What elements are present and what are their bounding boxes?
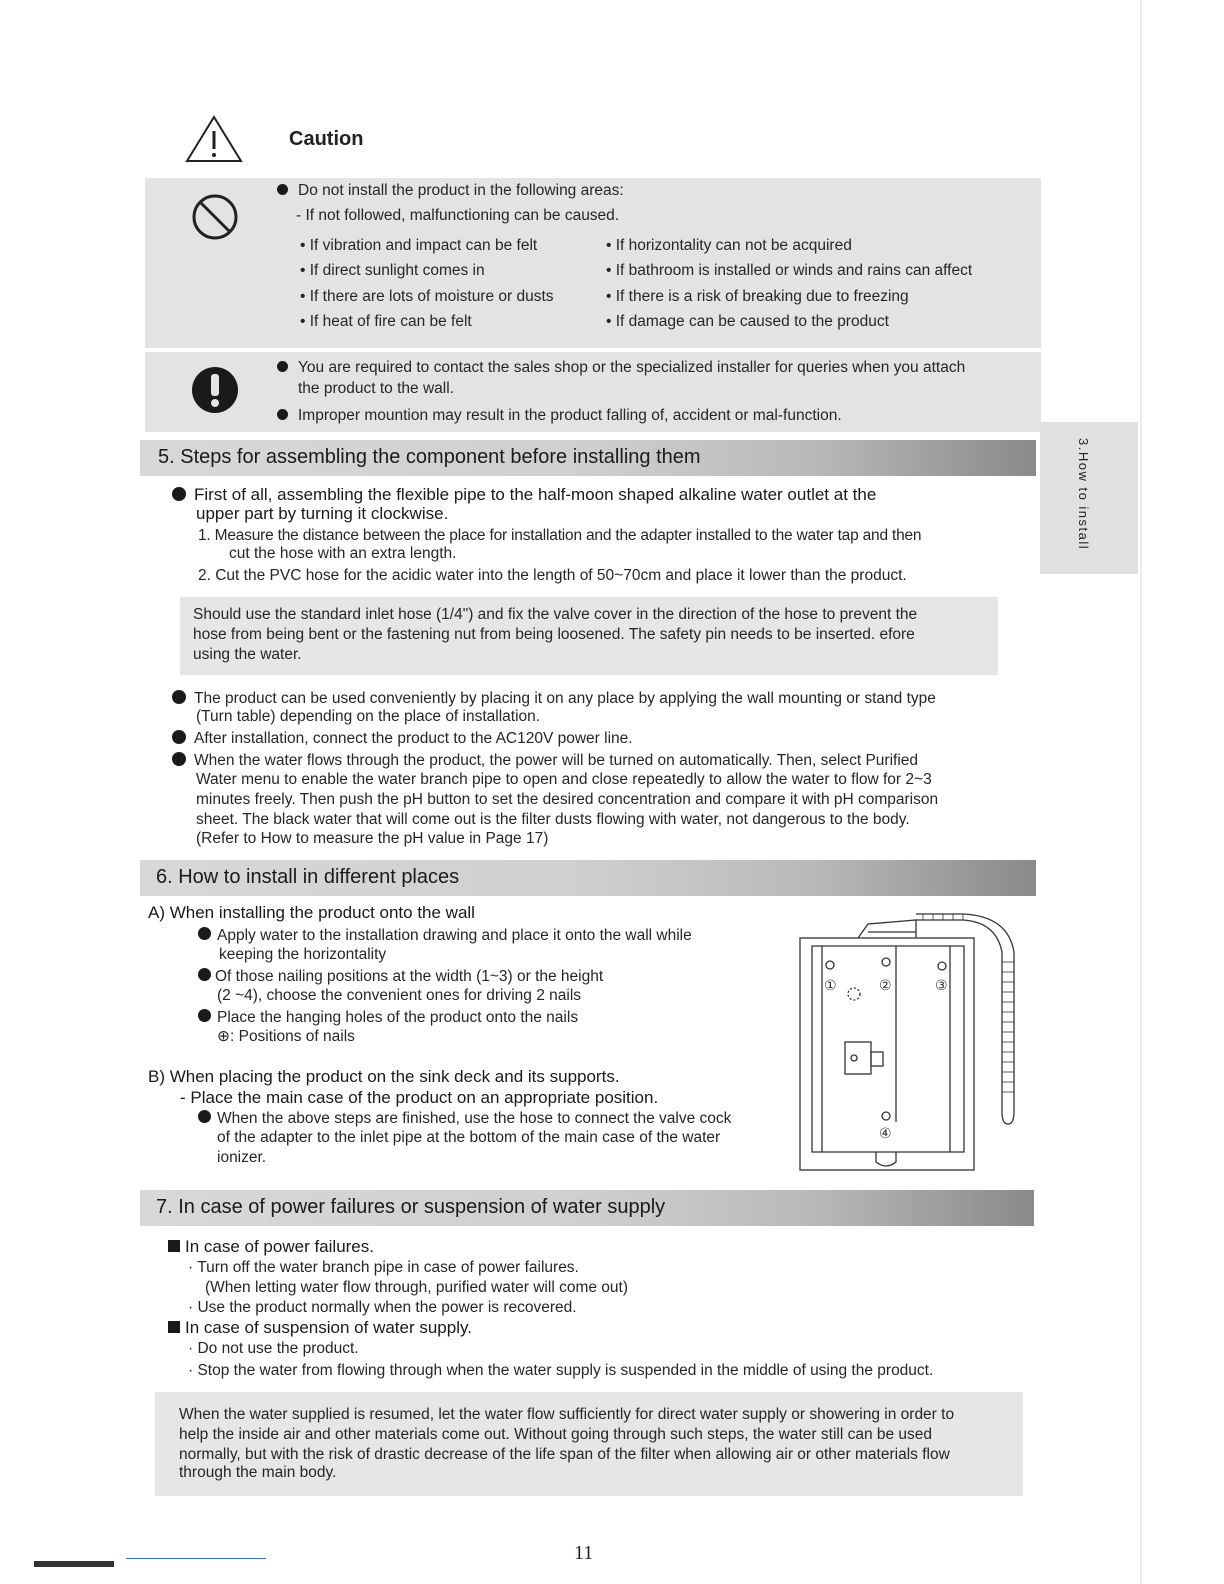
section-7-power-item: · Use the product normally when the power is recovered. (188, 1299, 577, 1316)
section-6-b-sub: - Place the main case of the product on an appropriate position. (180, 1088, 659, 1107)
scan-edge-mark (34, 1561, 114, 1567)
prohibition-icon (190, 192, 240, 242)
section-6-a-title: A) When installing the product onto the wall (148, 903, 475, 922)
section-6-b-item-1-cont: of the adapter to the inlet pipe at the bottom of the main case of the water (217, 1129, 721, 1146)
prohibited-item: • If there is a risk of breaking due to freezing (606, 288, 909, 305)
section-5-step-2: 2. Cut the PVC hose for the acidic water into the length of 50~70cm and place it lower than the product. (198, 567, 907, 584)
section-6-a-item-2-cont: (2 ~4), choose the convenient ones for driving 2 nails (217, 987, 582, 1004)
section-7-note-line: help the inside air and other materials come out. Without going through such steps, the water still can be used (179, 1426, 933, 1443)
diagram-label: ① (824, 978, 837, 994)
prohibited-item: • If horizontality can not be acquired (606, 237, 852, 254)
footer-line (126, 1558, 266, 1559)
section-7-power-title: In case of power failures. (168, 1237, 374, 1257)
page-edge (1140, 0, 1142, 1584)
section-6-a-item-3: Place the hanging holes of the product onto the nails (198, 1008, 578, 1028)
section-5-bullet-3-cont: (Refer to How to measure the pH value in Page 17) (196, 830, 549, 847)
section-6-b-title: B) When placing the product on the sink deck and its supports. (148, 1067, 620, 1086)
side-tab-label: 3.How to install (1076, 438, 1091, 551)
section-6-a-item-4: ⊕: Positions of nails (217, 1028, 355, 1045)
section-7-supply-item: · Stop the water from flowing through when the water supply is suspended in the middle of using the product. (188, 1362, 934, 1379)
section-6-title: 6. How to install in different places (156, 866, 460, 888)
section-7-note-line: When the water supplied is resumed, let the water flow sufficiently for direct water supply or showering in order to (179, 1406, 955, 1423)
section-7-header (140, 1190, 1034, 1226)
section-5-note-line: using the water. (193, 646, 302, 663)
prohibited-item: • If heat of fire can be felt (300, 313, 472, 330)
prohibited-item: • If direct sunlight comes in (300, 262, 485, 279)
section-5-bullet-3-cont: minutes freely. Then push the pH button to set the desired concentration and compare it with pH comparison (196, 791, 939, 808)
section-7-note-line: through the main body. (179, 1464, 337, 1481)
exclamation-icon (190, 365, 240, 415)
prohibited-intro: Do not install the product in the following areas: (277, 181, 624, 201)
section-5-note-line: hose from being bent or the fastening nut from being loosened. The safety pin needs to be inserted. efore (193, 626, 915, 643)
section-5-step-1: 1. Measure the distance between the place for installation and the adapter installed to the water tap and then (198, 527, 922, 544)
section-7-title: 7. In case of power failures or suspension of water supply (156, 1196, 666, 1218)
section-6-header (140, 860, 1036, 896)
diagram-label: ② (879, 978, 892, 994)
mandatory-item-1: You are required to contact the sales shop or the specialized installer for queries when you attach (277, 358, 965, 378)
warning-triangle-icon (184, 114, 244, 164)
section-6-a-item-1-cont: keeping the horizontality (219, 946, 387, 963)
side-tab (1040, 422, 1138, 574)
section-5-intro-cont: upper part by turning it clockwise. (196, 504, 449, 523)
prohibited-item: • If damage can be caused to the product (606, 313, 889, 330)
section-5-title: 5. Steps for assembling the component before installing them (158, 446, 701, 468)
diagram-label: ④ (879, 1126, 892, 1142)
diagram-label: ③ (935, 978, 948, 994)
mandatory-item-2: Improper mountion may result in the product falling of, accident or mal-function. (277, 406, 842, 426)
section-5-bullet-1-cont: (Turn table) depending on the place of installation. (196, 708, 541, 725)
section-5-bullet-3-cont: sheet. The black water that will come out is the filter dusts flowing with water, not dangerous to the body. (196, 811, 910, 828)
section-6-a-item-1: Apply water to the installation drawing and place it onto the wall while (198, 926, 692, 946)
section-7-power-item-cont: (When letting water flow through, purified water will come out) (205, 1279, 628, 1296)
section-7-supply-title: In case of suspension of water supply. (168, 1318, 472, 1338)
section-5-bullet-3: When the water flows through the product, the power will be turned on automatically. Then, select Purified (172, 751, 918, 771)
page-number: 11 (574, 1542, 594, 1564)
section-6-a-item-2: Of those nailing positions at the width (1~3) or the height (198, 967, 603, 987)
mandatory-item-1-cont: the product to the wall. (298, 380, 454, 397)
prohibited-item: • If there are lots of moisture or dusts (300, 288, 554, 305)
section-5-intro: First of all, assembling the flexible pipe to the half-moon shaped alkaline water outlet at the (172, 485, 876, 504)
installation-diagram (798, 912, 1028, 1174)
section-6-b-item-1-cont: ionizer. (217, 1149, 267, 1166)
prohibited-item: • If vibration and impact can be felt (300, 237, 538, 254)
section-5-bullet-3-cont: Water menu to enable the water branch pipe to open and close repeatedly to allow the water to flow for 2~3 (196, 771, 932, 788)
section-5-header (140, 440, 1036, 476)
section-5-step-1-cont: cut the hose with an extra length. (229, 545, 457, 562)
section-7-power-item: · Turn off the water branch pipe in case of power failures. (188, 1259, 579, 1276)
prohibited-sub: - If not followed, malfunctioning can be caused. (296, 207, 620, 224)
caution-title: Caution (289, 128, 364, 150)
section-7-supply-item: · Do not use the product. (188, 1340, 359, 1357)
section-5-bullet-1: The product can be used conveniently by placing it on any place by applying the wall mounting or stand type (172, 689, 936, 709)
section-5-bullet-2: After installation, connect the product to the AC120V power line. (172, 729, 633, 749)
section-6-b-item-1: When the above steps are finished, use the hose to connect the valve cock (198, 1109, 731, 1129)
prohibited-item: • If bathroom is installed or winds and rains can affect (606, 262, 973, 279)
section-5-note-line: Should use the standard inlet hose (1/4") and fix the valve cover in the direction of the hose to prevent the (193, 606, 918, 623)
section-7-note-line: normally, but with the risk of drastic decrease of the life span of the filter when allowing air or other materials flow (179, 1446, 950, 1463)
